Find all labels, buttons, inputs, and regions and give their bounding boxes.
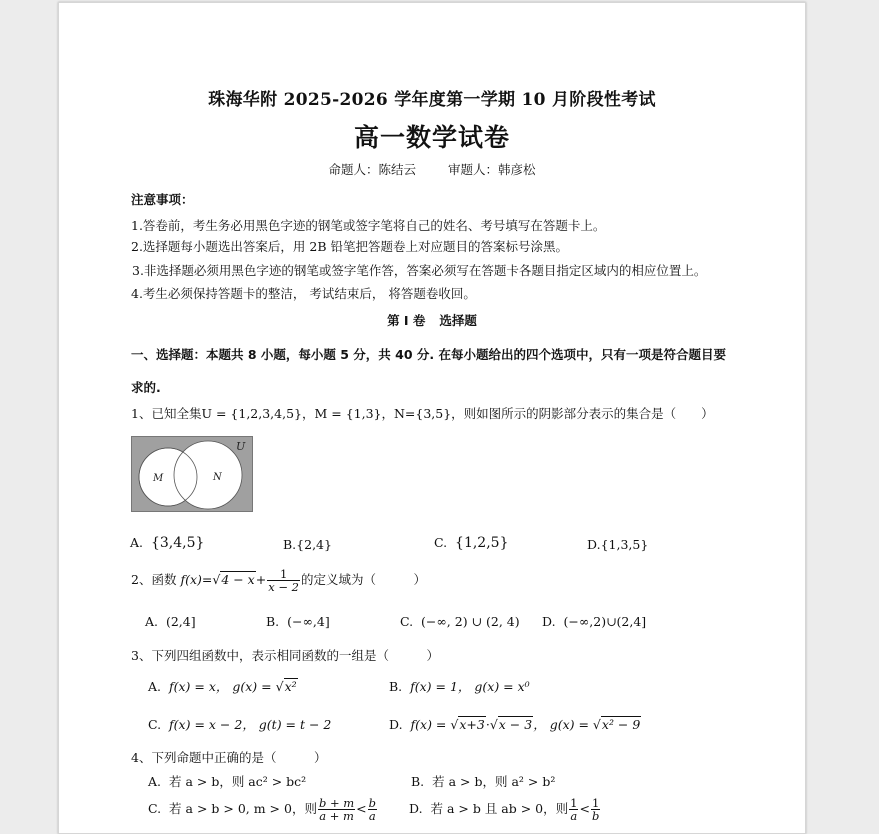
- q4-option-c: C. 若 a > b > 0, m > 0，则 $\frac{b + m}{a + m}$ < $\frac{b}{a}$: [148, 796, 377, 824]
- q2-option-c: C. (−∞, 2) ∪ (2, 4): [400, 614, 520, 629]
- q3-option-a: A. f(x) = x， g(x) = √x²: [148, 679, 297, 694]
- part-heading: 一、选择题：本题共 8 小题，每小题 5 分，共 40 分. 在每小题给出的四个选项中，只有一项是符合题目要: [131, 347, 727, 362]
- q1-option-b: B.{2,4}: [283, 537, 332, 552]
- q2-option-b: B. (−∞,4]: [266, 614, 330, 629]
- question-1-stem: 1、已知全集U = {1,2,3,4,5}，M = {1,3}，N={3,5}，则如图所示的阴影部分表示的集合是（ ）: [131, 406, 714, 421]
- notice-item: 2.选择题每小题选出答案后，用 2B 铅笔把答题卷上对应题目的答案标号涂黑。: [131, 239, 569, 254]
- set-n-label: N: [213, 472, 222, 483]
- part-heading-cont: 求的.: [131, 380, 161, 395]
- venn-diagram: [131, 436, 253, 512]
- q1-option-a: A. {3,4,5}: [130, 535, 205, 551]
- author-label: 命题人：陈结云: [328, 162, 416, 177]
- set-m-label: M: [153, 473, 164, 484]
- q3-option-c: C. f(x) = x − 2， g(t) = t − 2: [148, 717, 332, 732]
- question-2-stem: 2、函数 f(x)=√4 − x+ $\frac{1}{x - 2}$ 的定义域为（ ）: [131, 567, 426, 595]
- q3-option-b: B. f(x) = 1， g(x) = x⁰: [389, 679, 530, 694]
- q3-option-d: D. f(x) = √x+3·√x − 3， g(x) = √x² − 9: [389, 717, 641, 732]
- question-4-stem: 4、下列命题中正确的是（ ）: [131, 750, 327, 765]
- q1-option-d: D.{1,3,5}: [587, 537, 649, 552]
- exam-title: 珠海华附 2025-2026 学年度第一学期 10 月阶段性考试: [208, 90, 656, 110]
- set-n-circle: [174, 441, 242, 509]
- q4-option-d: D. 若 a > b 且 ab > 0，则 $\frac{1}{a}$ < $\frac{1}{b}$: [409, 796, 600, 824]
- q4-option-b: B. 若 a > b，则 a² > b²: [411, 774, 556, 789]
- document-page: [58, 2, 806, 834]
- notice-item: 4.考生必须保持答题卡的整洁， 考试结束后， 将答题卷收回。: [131, 286, 476, 301]
- universe-label: U: [236, 440, 246, 453]
- reviewer-label: 审题人：韩彦松: [448, 162, 536, 177]
- authors-line: [59, 160, 805, 178]
- q4-option-a: A. 若 a > b，则 ac² > bc²: [148, 774, 307, 789]
- notice-heading: 注意事项：: [131, 192, 194, 207]
- q2-option-a: A. (2,4]: [145, 614, 196, 629]
- section-title: 第 I 卷 选择题: [387, 313, 477, 328]
- notice-item: 1.答卷前，考生务必用黑色字迹的钢笔或签字笔将自己的姓名、考号填写在答题卡上。: [131, 218, 606, 233]
- notice-item: 3.非选择题必须用黑色字迹的钢笔或签字笔作答，答案必须写在答题卡各题目指定区域内的相应位置上。: [132, 263, 707, 278]
- q2-option-d: D. (−∞,2)∪(2,4]: [542, 614, 647, 629]
- paper-title: 高一数学试卷: [353, 123, 510, 152]
- question-3-stem: 3、下列四组函数中，表示相同函数的一组是（ ）: [131, 648, 439, 663]
- q1-option-c: C. {1,2,5}: [434, 535, 509, 551]
